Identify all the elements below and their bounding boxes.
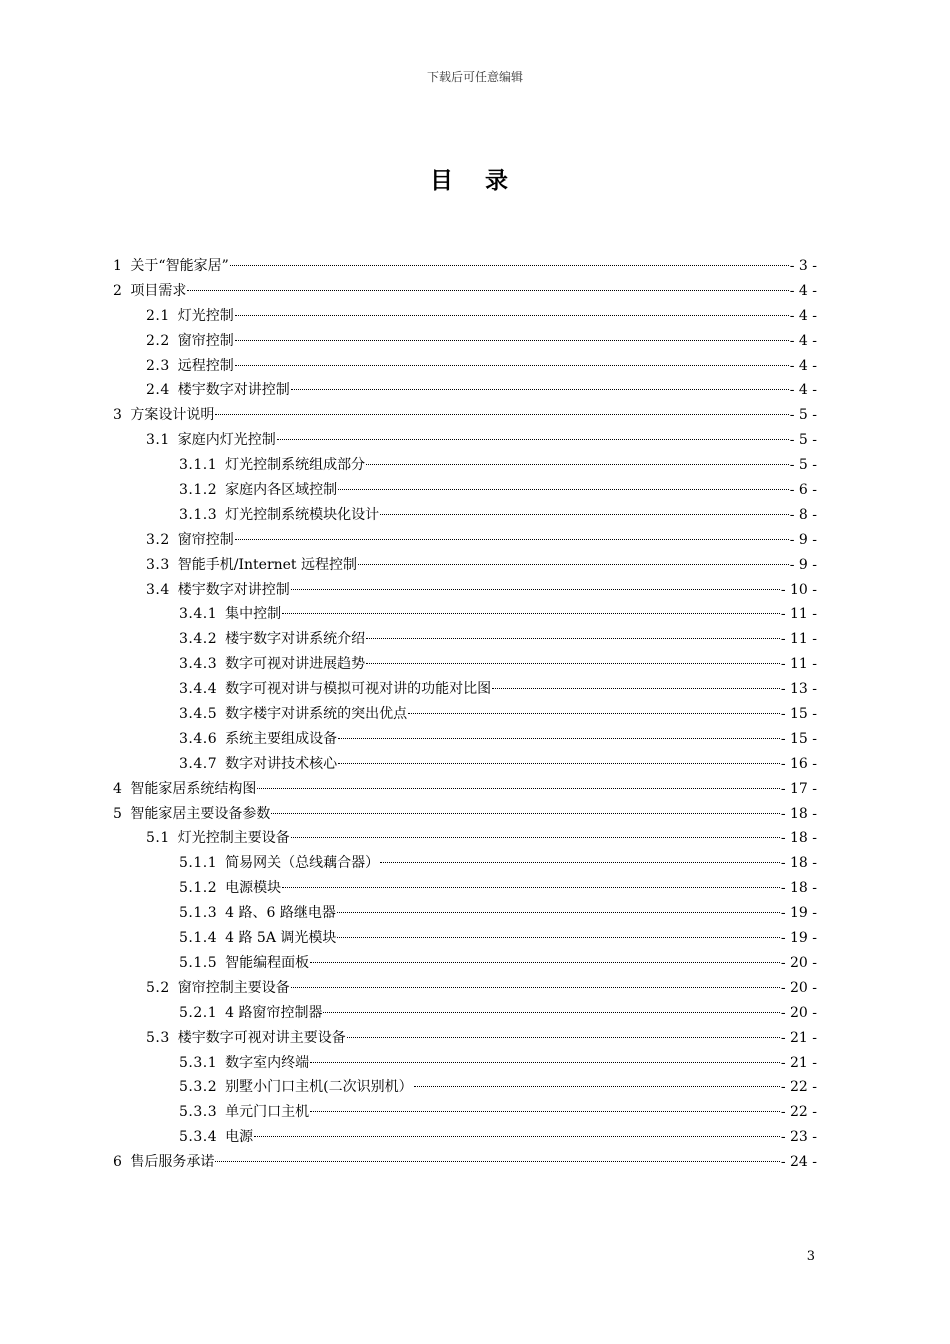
toc-entry-page: - 11 -: [780, 606, 817, 623]
toc-entry-page: - 4 -: [789, 332, 817, 349]
toc-entry-number: 3.4.4: [179, 681, 218, 698]
toc-entry[interactable]: [113, 279, 817, 304]
toc-entry-label: 灯光控制系统模块化设计: [225, 506, 380, 523]
toc-entry-number: 5.2.1: [179, 1004, 218, 1021]
toc-entry-label: 智能编程面板: [225, 954, 310, 971]
toc-entry[interactable]: [113, 578, 817, 603]
toc-entry[interactable]: [113, 1100, 817, 1125]
toc-entry-number: 3.2: [146, 531, 170, 548]
toc-entry-page: - 21 -: [780, 1054, 817, 1071]
dot-leader: [187, 289, 788, 291]
toc-entry-number: 5.3.4: [179, 1129, 218, 1146]
dot-leader: [282, 886, 780, 888]
toc-entry-number: 5.3.2: [179, 1079, 218, 1096]
toc-entry-label: 数字对讲技术核心: [225, 755, 338, 772]
toc-entry-label: 楼宇数字对讲系统介绍: [225, 631, 366, 648]
toc-entry-label: 家庭内灯光控制: [177, 432, 276, 449]
dot-leader: [254, 1135, 780, 1137]
dot-leader: [235, 364, 789, 366]
dot-leader: [291, 986, 780, 988]
toc-entry-page: - 18 -: [780, 830, 817, 847]
toc-entry-page: - 4 -: [789, 357, 817, 374]
toc-entry-page: - 20 -: [780, 1004, 817, 1021]
dot-leader: [414, 1085, 780, 1087]
toc-entry-label: 家庭内各区域控制: [225, 482, 338, 499]
toc-entry-page: - 20 -: [780, 954, 817, 971]
toc-entry-label: 灯光控制主要设备: [177, 830, 290, 847]
toc-entry[interactable]: [113, 329, 817, 354]
dot-leader: [310, 1061, 780, 1063]
toc-entry-label: 集中控制: [225, 606, 282, 623]
dot-leader: [380, 861, 780, 863]
toc-entry[interactable]: [113, 478, 817, 503]
toc-entry-number: 5.3.3: [179, 1104, 218, 1121]
toc-entry-number: 3.1.3: [179, 506, 218, 523]
toc-entry-page: - 20 -: [780, 979, 817, 996]
dot-leader: [337, 911, 780, 913]
toc-entry-number: 5.1.1: [179, 855, 218, 872]
toc-entry[interactable]: [113, 851, 817, 876]
toc-entry-label: 数字可视对讲进展趋势: [225, 656, 366, 673]
dot-leader: [257, 787, 779, 789]
toc-entry-label: 楼宇数字对讲控制: [177, 382, 290, 399]
toc-entry-number: 5.1.3: [179, 905, 218, 922]
dot-leader: [291, 388, 789, 390]
toc-entry-label: 别墅小门口主机(二次识别机）: [225, 1079, 413, 1096]
dot-leader: [366, 662, 780, 664]
toc-entry-number: 5.2: [146, 979, 170, 996]
toc-entry-page: - 13 -: [780, 681, 817, 698]
dot-leader: [235, 538, 789, 540]
toc-entry[interactable]: [113, 901, 817, 926]
toc-entry-number: 5: [113, 805, 123, 822]
toc-entry-number: 5.1.2: [179, 880, 218, 897]
toc-entry[interactable]: [113, 752, 817, 777]
dot-leader: [366, 637, 780, 639]
dot-leader: [347, 1036, 780, 1038]
toc-entry-page: - 21 -: [780, 1029, 817, 1046]
dot-leader: [235, 314, 789, 316]
dot-leader: [323, 1011, 779, 1013]
toc-entry-page: - 4 -: [789, 382, 817, 399]
toc-entry[interactable]: [113, 1075, 817, 1100]
toc-entry-page: - 22 -: [780, 1104, 817, 1121]
toc-entry-page: - 17 -: [780, 780, 817, 797]
toc-entry[interactable]: [113, 354, 817, 379]
toc-entry-page: - 9 -: [789, 556, 817, 573]
toc-entry-label: 简易网关（总线藕合器）: [225, 855, 380, 872]
toc-entry-number: 2: [113, 282, 123, 299]
dot-leader: [310, 961, 780, 963]
toc-entry-page: - 5 -: [789, 457, 817, 474]
toc-entry-label: 窗帘控制主要设备: [177, 979, 290, 996]
toc-entry[interactable]: [113, 428, 817, 453]
toc-entry-number: 4: [113, 780, 123, 797]
toc-entry-number: 3.1.1: [179, 457, 218, 474]
dot-leader: [291, 836, 780, 838]
toc-entry-page: - 18 -: [780, 880, 817, 897]
toc-entry-label: 4 路窗帘控制器: [225, 1004, 323, 1021]
toc-entry-number: 3.4.7: [179, 755, 218, 772]
dot-leader: [291, 588, 780, 590]
toc-entry-label: 智能家居系统结构图: [130, 780, 257, 797]
toc-entry-number: 3.4.2: [179, 631, 218, 648]
toc-entry-label: 灯光控制系统组成部分: [225, 457, 366, 474]
toc-entry-number: 5.1.4: [179, 930, 218, 947]
dot-leader: [380, 513, 789, 515]
toc-entry[interactable]: [113, 876, 817, 901]
toc-title: 目 录: [429, 167, 520, 194]
toc-entry[interactable]: [113, 1125, 817, 1150]
page-header: 下载后可任意编辑: [426, 70, 523, 84]
dot-leader: [337, 936, 779, 938]
toc-entry-number: 3.4.1: [179, 606, 218, 623]
toc-entry[interactable]: [113, 802, 817, 827]
toc-entry[interactable]: [113, 1051, 817, 1076]
toc-entry-number: 5.3: [146, 1029, 170, 1046]
toc-entry-page: - 22 -: [780, 1079, 817, 1096]
toc-entry-label: 窗帘控制: [177, 531, 234, 548]
toc-entry[interactable]: [113, 304, 817, 329]
toc-entry-label: 项目需求: [130, 282, 187, 299]
toc-entry-label: 数字可视对讲与模拟可视对讲的功能对比图: [225, 681, 492, 698]
toc-entry-number: 3.3: [146, 556, 170, 573]
toc-entry[interactable]: [113, 602, 817, 627]
toc-entry[interactable]: [113, 528, 817, 553]
toc-entry-label: 灯光控制: [177, 307, 234, 324]
table-of-contents: [113, 254, 817, 1175]
toc-entry-number: 1: [113, 258, 123, 274]
dot-leader: [282, 612, 780, 614]
toc-entry-number: 3.4: [146, 581, 170, 598]
toc-entry-page: - 10 -: [780, 581, 817, 598]
toc-entry[interactable]: [113, 727, 817, 752]
toc-entry-page: - 24 -: [780, 1154, 817, 1171]
toc-entry-number: 3.1: [146, 432, 170, 449]
toc-entry-page: - 8 -: [789, 506, 817, 523]
toc-entry[interactable]: [113, 777, 817, 802]
toc-entry[interactable]: [113, 826, 817, 851]
toc-entry[interactable]: [113, 926, 817, 951]
toc-entry-label: 楼宇数字对讲控制: [177, 581, 290, 598]
toc-entry-number: 6: [113, 1154, 123, 1171]
toc-entry[interactable]: [113, 1001, 817, 1026]
dot-leader: [338, 737, 780, 739]
toc-entry-number: 3.4.3: [179, 656, 218, 673]
toc-entry-page: - 5 -: [789, 432, 817, 449]
toc-entry-page: - 4 -: [789, 282, 817, 299]
toc-entry[interactable]: [113, 378, 817, 403]
dot-leader: [215, 1160, 779, 1162]
dot-leader: [408, 712, 780, 714]
toc-entry-number: 2.3: [146, 357, 170, 374]
dot-leader: [230, 264, 789, 266]
dot-leader: [338, 488, 789, 490]
toc-entry[interactable]: [113, 652, 817, 677]
toc-entry[interactable]: [113, 976, 817, 1001]
toc-entry-page: - 18 -: [780, 805, 817, 822]
toc-entry-number: 3.4.5: [179, 706, 218, 723]
toc-entry-label: 远程控制: [177, 357, 234, 374]
toc-entry-label: 数字楼宇对讲系统的突出优点: [225, 706, 408, 723]
toc-entry[interactable]: [113, 1026, 817, 1051]
toc-entry[interactable]: [113, 702, 817, 727]
toc-entry[interactable]: [113, 677, 817, 702]
dot-leader: [215, 413, 788, 415]
dot-leader: [338, 762, 780, 764]
toc-entry-number: 5.3.1: [179, 1054, 218, 1071]
toc-entry[interactable]: [113, 627, 817, 652]
dot-leader: [271, 812, 779, 814]
toc-entry-label: 4 路 5A 调光模块: [225, 930, 337, 947]
toc-entry-page: - 15 -: [780, 730, 817, 747]
toc-entry-page: - 9 -: [789, 531, 817, 548]
toc-entry-label: 电源: [225, 1129, 254, 1146]
toc-entry-number: 2.4: [146, 382, 170, 399]
toc-entry-number: 3.1.2: [179, 482, 218, 499]
toc-entry-label: 智能手机/Internet 远程控制: [177, 556, 358, 573]
toc-entry-number: 5.1.5: [179, 954, 218, 971]
toc-entry-page: - 23 -: [780, 1129, 817, 1146]
toc-entry-page: - 19 -: [780, 905, 817, 922]
dot-leader: [358, 563, 789, 565]
toc-entry[interactable]: [113, 453, 817, 478]
toc-entry-label: 数字室内终端: [225, 1054, 310, 1071]
toc-entry-number: 2.1: [146, 307, 170, 324]
dot-leader: [310, 1110, 780, 1112]
toc-entry-label: 楼宇数字可视对讲主要设备: [177, 1029, 346, 1046]
toc-entry-number: 3.4.6: [179, 730, 218, 747]
toc-entry-label: 电源模块: [225, 880, 282, 897]
toc-entry-number: 2.2: [146, 332, 170, 349]
toc-entry-page: - 18 -: [780, 855, 817, 872]
toc-entry[interactable]: [113, 403, 817, 428]
toc-entry-page: - 4 -: [789, 307, 817, 324]
toc-entry-label: 窗帘控制: [177, 332, 234, 349]
toc-entry-page: - 5 -: [789, 407, 817, 424]
toc-entry[interactable]: [113, 1150, 817, 1175]
toc-entry-page: - 3 -: [789, 258, 817, 274]
toc-entry-page: - 16 -: [780, 755, 817, 772]
toc-entry[interactable]: [113, 951, 817, 976]
toc-entry-page: - 15 -: [780, 706, 817, 723]
toc-entry-number: 5.1: [146, 830, 170, 847]
toc-entry[interactable]: [113, 503, 817, 528]
toc-entry-page: - 6 -: [789, 482, 817, 499]
dot-leader: [277, 438, 789, 440]
toc-entry-label: 智能家居主要设备参数: [130, 805, 271, 822]
dot-leader: [366, 463, 789, 465]
toc-entry-page: - 11 -: [780, 656, 817, 673]
toc-entry-label: 关于“智能家居”: [130, 258, 229, 274]
dot-leader: [235, 339, 789, 341]
page-number: 3: [806, 1249, 815, 1264]
toc-entry-label: 方案设计说明: [130, 407, 215, 424]
dot-leader: [492, 687, 780, 689]
toc-entry[interactable]: [113, 254, 817, 279]
toc-entry-label: 售后服务承诺: [130, 1154, 215, 1171]
toc-entry-page: - 19 -: [780, 930, 817, 947]
toc-entry-page: - 11 -: [780, 631, 817, 648]
toc-entry-number: 3: [113, 407, 123, 424]
toc-entry-label: 系统主要组成设备: [225, 730, 338, 747]
toc-entry[interactable]: [113, 553, 817, 578]
toc-entry-label: 4 路、6 路继电器: [225, 905, 336, 922]
toc-entry-label: 单元门口主机: [225, 1104, 310, 1121]
